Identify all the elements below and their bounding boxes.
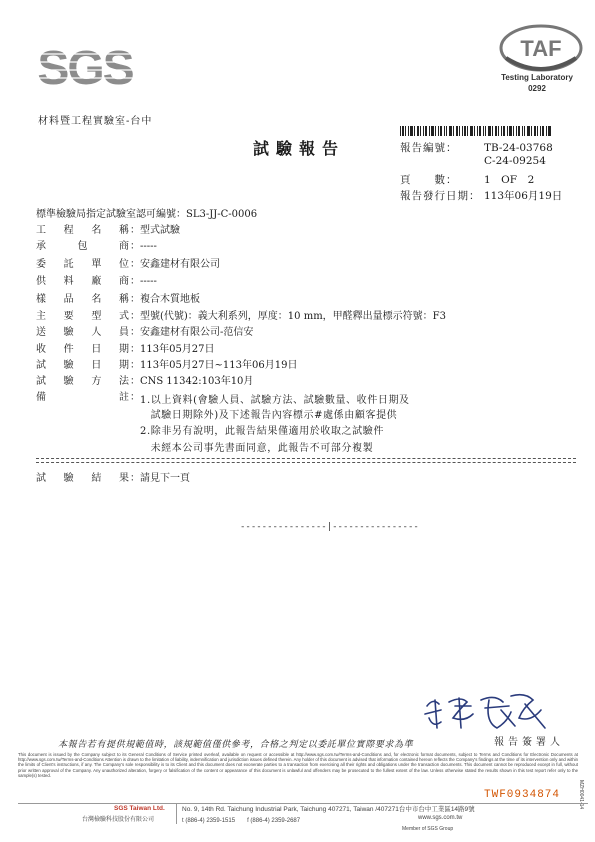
- field-label: 工程名稱: [36, 225, 130, 236]
- signer-label: 報告簽署人: [494, 737, 564, 748]
- signature-image: [415, 688, 555, 734]
- field-main-type: 主要型式：型號(代號)：義大利系列，厚度：10 mm，甲醛釋出量標示符號：F3: [36, 311, 446, 322]
- field-label: 樣品名稱: [36, 294, 130, 305]
- field-sample-name: 樣品名稱：複合木質地板: [36, 294, 200, 305]
- field-value: 113年05月27日~113年06月19日: [140, 360, 298, 371]
- separator-line: [36, 458, 576, 459]
- field-value: 型號(代號)：義大利系列，厚度：10 mm，甲醛釋出量標示符號：F3: [140, 311, 446, 322]
- result-row: 試驗結果：請見下一頁: [36, 473, 190, 484]
- field-value: 安鑫建材有限公司-范信安: [140, 327, 254, 338]
- sgs-logo: [30, 40, 140, 92]
- page-count-label: 頁 數：: [400, 174, 458, 186]
- field-value: CNS 11342:103年10月: [140, 376, 254, 387]
- field-value: 113年05月27日: [140, 344, 215, 355]
- field-contractor: 承包商：-----: [36, 241, 157, 252]
- field-value: 安鑫建材有限公司: [140, 259, 220, 270]
- bottom-note: 本報告若有提供規範值時，該規範值僅供參考，合格之判定以委託單位實際要求為準: [58, 740, 414, 750]
- field-client: 委託單位：安鑫建材有限公司: [36, 259, 220, 270]
- field-label: 承包商: [36, 241, 130, 252]
- result-value: 請見下一頁: [140, 473, 190, 484]
- field-label: 委託單位: [36, 259, 130, 270]
- serial-number: TWF0934874: [484, 789, 561, 801]
- issue-date-label: 報告發行日期：: [400, 190, 481, 202]
- page-count-value: 1 OF 2: [484, 174, 535, 186]
- field-label: 供料廠商: [36, 276, 130, 287]
- field-supplier: 供料廠商：-----: [36, 276, 157, 287]
- issue-date-value: 113年06月19日: [484, 190, 563, 202]
- page-count-row: [400, 172, 534, 187]
- remark-line: 2.除非另有說明，此報告結果僅適用於收取之試驗件: [140, 426, 384, 437]
- field-value: 型式試驗: [140, 225, 180, 236]
- taf-logo: [496, 18, 586, 78]
- legal-disclaimer: This document is issued by the Company subject to its General Conditions of Service printed overleaf, available on request or accessible at http://www.sgs.com.tw/Terms-and-Conditions and, for electronic format documents, subject to Terms and Conditions for Electronic Documents at http://www.sgs.com.tw/Terms-and-Conditions Attention is drawn to the limitation of liability, indemnification and jurisdiction issues defined therein. Any holder of this document is advised that information contained hereon reflects the Company's findings at the time of its intervention only and within the limits of Client's instructions, if any. The Company's sole responsibility is to its Client and this document does not exonerate parties to a transaction from exercising all their rights and obligations under the transaction documents. This document cannot be reproduced except in full, without prior written approval of the Company. Any unauthorized alteration, forgery or falsification of the content or appearance of this document is unlawful and offenders may be prosecuted to the fullest extent of the law. Unless otherwise stated the results shown in this test report refer only to the sample(s) tested.: [18, 752, 578, 778]
- company-website: www.sgs.com.tw: [418, 815, 463, 821]
- member-of-group: Member of SGS Group: [402, 826, 454, 832]
- report-number-row: [400, 140, 553, 155]
- field-value: 複合木質地板: [140, 294, 200, 305]
- field-test-date: 試驗日期：113年05月27日~113年06月19日: [36, 360, 298, 371]
- remark-line: 1.以上資料(會驗人員、試驗方法、試驗數量、收件日期及: [140, 395, 410, 406]
- field-label: 試驗方法: [36, 376, 130, 387]
- end-of-content-mark: ----------------|----------------: [240, 522, 419, 532]
- report-title: 試驗報告: [253, 139, 346, 158]
- company-name-en: SGS Taiwan Ltd.: [114, 805, 165, 812]
- taf-logo-text: TAF: [520, 36, 562, 61]
- field-label: 送驗人員: [36, 327, 130, 338]
- issue-date-row: [400, 188, 562, 203]
- separator-line: [36, 462, 576, 463]
- company-fax: f (886-4) 2359-2687: [247, 818, 301, 824]
- side-code: MZH0041-14: [578, 780, 584, 810]
- company-name-zh: 台灣檢驗科技股份有限公司: [82, 816, 155, 823]
- report-number-value: TB-24-03768: [484, 142, 553, 154]
- company-phone-fax: [182, 815, 300, 824]
- barcode: [400, 126, 552, 136]
- report-number-value-2: C-24-09254: [484, 155, 546, 167]
- lab-name: 材料暨工程實驗室-台中: [38, 116, 153, 127]
- field-submitter: 送驗人員：安鑫建材有限公司-范信安: [36, 327, 254, 338]
- remarks-label: 備註: [36, 392, 130, 403]
- report-number-row-2: [400, 155, 546, 167]
- report-number-label: 報告編號：: [400, 142, 458, 154]
- field-value: -----: [140, 241, 157, 252]
- company-address: No. 9, 14th Rd. Taichung Industrial Park, Taichung 407271, Taiwan /407271台中市台中工業區14路9號: [182, 806, 475, 813]
- remarks-row: 備註：: [36, 392, 140, 403]
- field-label: 主要型式: [36, 311, 130, 322]
- taf-caption: Testing Laboratory: [501, 73, 573, 82]
- field-label: 收件日期: [36, 344, 130, 355]
- company-phone: t (886-4) 2359-1515: [182, 818, 236, 824]
- footer-vertical-divider: [176, 804, 177, 824]
- field-received-date: 收件日期：113年05月27日: [36, 344, 215, 355]
- remark-line: 試驗日期除外)及下述報告內容標示#處係由顧客提供: [140, 410, 398, 421]
- taf-number: 0292: [528, 84, 546, 93]
- field-test-method: 試驗方法：CNS 11342:103年10月: [36, 376, 254, 387]
- field-value: -----: [140, 276, 157, 287]
- accreditation-line: 標準檢驗局指定試驗室認可編號：SL3-JJ-C-0006: [36, 209, 258, 220]
- field-project-name: 工程名稱：型式試驗: [36, 225, 180, 236]
- sgs-logo-text: SGS: [37, 42, 133, 92]
- field-label: 試驗日期: [36, 360, 130, 371]
- result-label: 試驗結果: [36, 473, 130, 484]
- remark-line: 未經本公司事先書面同意，此報告不可部分複製: [140, 443, 374, 454]
